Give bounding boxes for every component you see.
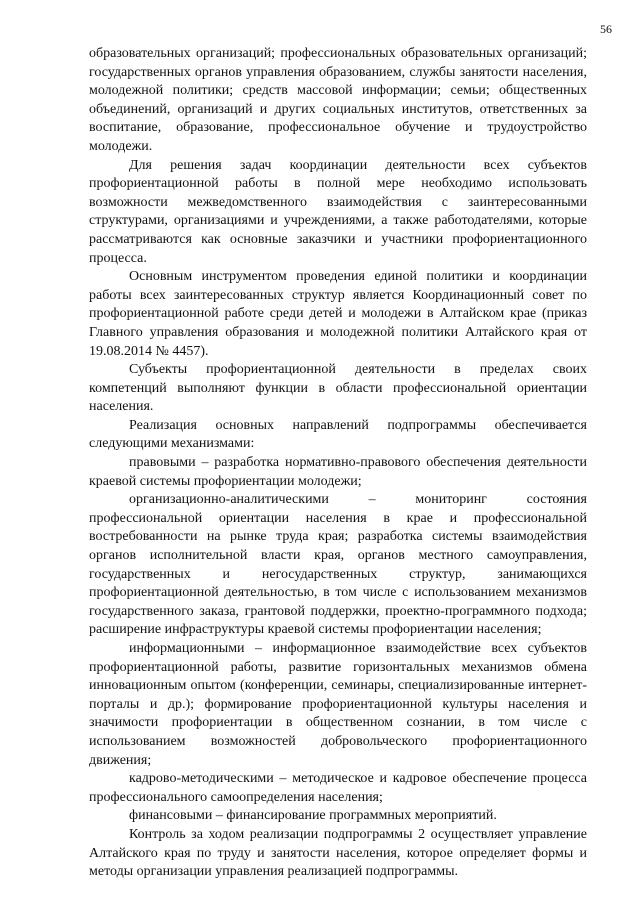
paragraph-11: Контроль за ходом реализации подпрограммы 2 осуществляет управление Алтайского края по труду и занятости населения, которое определяет формы и методы организации управления реализацией подпрограммы. [89, 826, 587, 880]
paragraph-5: Реализация основных направлений подпрограммы обеспечивается следующими механизмами: [89, 417, 587, 452]
paragraph-7: организационно-аналитическими – мониторинг состояния профессиональной ориентации населения в крае и профессиональной востребованности на рынке труда края; разработка системы взаимодействия органов исполнительной власти края, органов местного самоуправления, государственных и негосударственных структур, занимающихся профориентационной деятельностью, в том числе с использованием механизмов государственного заказа, грантовой поддержки, проектно-программного подхода; расширение инфраструктуры краевой системы профориентации населения; [89, 492, 587, 638]
paragraph-6: правовыми – разработка нормативно-правового обеспечения деятельности краевой системы профориентации молодежи; [89, 455, 587, 489]
paragraph-9: кадрово-методическими – методическое и кадровое обеспечение процесса профессионального самоопределения населения; [89, 771, 587, 805]
paragraph-1: образовательных организаций; профессиональных образовательных организаций; государственных органов управления образованием, службы занятости населения, молодежной политики; средств массовой информации; семьи; общественных объединений, организаций и других социальных институтов, ответственных за воспитание, образование, профессиональное обучение и трудоустройство молодежи. [89, 46, 587, 154]
paragraph-3: Основным инструментом проведения единой политики и координации работы всех заинтересованных структур является Координационный совет по профориентационной работе среди детей и молодежи в Алтайском крае (приказ Главного управления образования и молодежной политики Алтайского края от 19.08.2014 № 4457). [89, 269, 587, 359]
paragraph-10: финансовыми – финансирование программных мероприятий. [129, 808, 497, 824]
paragraph-2: Для решения задач координации деятельности всех субъектов профориентационной работы в полной мере необходимо использовать возможности межведомственного взаимодействия с заинтересованными структурами, организациями и учреждениями, а также работодателями, которые рассматриваются как основные заказчики и участники профориентационного процесса. [89, 157, 587, 266]
page-body [89, 45, 587, 882]
paragraph-4: Субъекты профориентационной деятельности в пределах своих компетенций выполняют функции в области профессиональной ориентации населения. [89, 362, 587, 415]
page-number: 56 [600, 22, 612, 36]
paragraph-8: информационными – информационное взаимодействие всех субъектов профориентационной работы, развитие горизонтальных механизмов обмена инновационным опытом (конференции, семинары, специализированные интернет-порталы и др.); формирование профориентационной культуры населения и значимости профориентации в общественном сознании, в том числе с использованием возможностей добровольческого профориентационного движения; [89, 641, 587, 768]
